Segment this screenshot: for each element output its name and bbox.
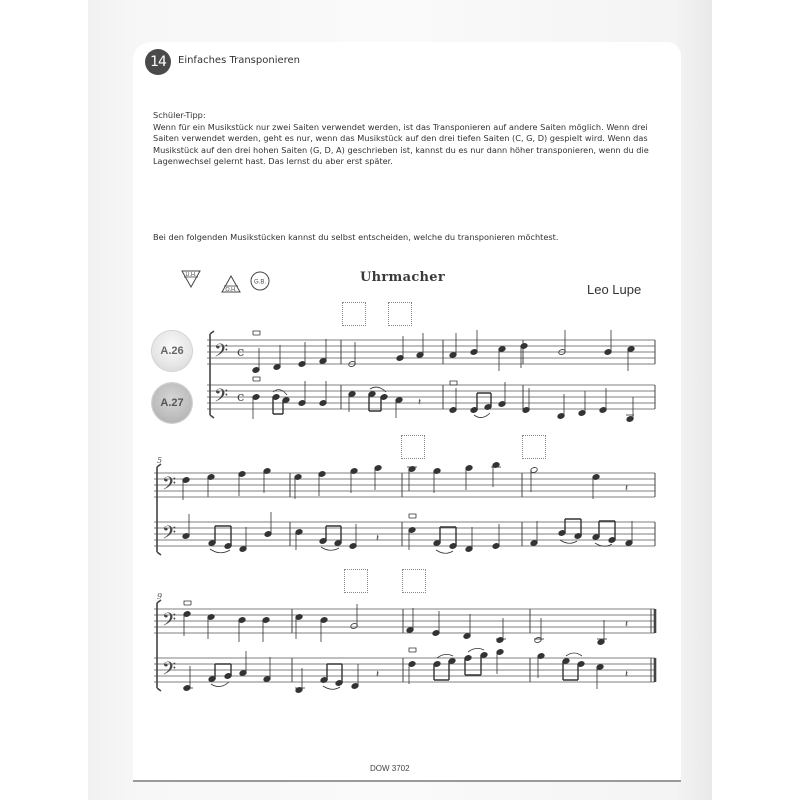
svg-text:U.H.: U.H.: [185, 272, 197, 278]
chapter-title: Einfaches Transponieren: [178, 55, 301, 66]
notes: [182, 330, 635, 693]
measure-9-bottom: [183, 651, 271, 691]
quarter-rest-icon: 𝄽: [625, 483, 629, 494]
measure-1-bottom: [252, 377, 327, 419]
tip-line: Musikstück auf den drei hohen Saiten (G, D, A) geschrieben ist, kannst du es nur dann höher transponieren, wenn du die: [153, 144, 649, 155]
measure-3-top: [449, 330, 528, 371]
staff-lines: [154, 340, 655, 682]
part-badge-a26: A.26: [152, 331, 192, 371]
tip-heading: Schüler-Tipp:: [153, 110, 206, 120]
measure-3-bottom: [449, 381, 530, 418]
quarter-rest-icon: 𝄽: [625, 619, 629, 630]
measure-4-top: [558, 330, 635, 371]
measure-11-top: [406, 608, 506, 643]
part-badge-a27: A.27: [152, 383, 192, 423]
bass-clef-icon: 𝄢: [214, 341, 229, 366]
measure-12-top: [534, 618, 628, 645]
quarter-rest-icon: 𝄽: [418, 397, 422, 408]
bass-clef-icon: 𝄢: [214, 386, 229, 411]
tip-line: Wenn für ein Musikstück nur zwei Saiten verwendet werden, ist das Transponieren auf andere Saiten möglich. Wenn drei: [153, 121, 648, 132]
measure-number: 9: [157, 592, 163, 601]
quarter-rest-icon: 𝄽: [625, 669, 629, 680]
composer: Leo Lupe: [587, 282, 642, 297]
measure-10-bottom: [295, 664, 379, 693]
quarter-rest-icon: 𝄽: [376, 669, 380, 680]
measure-number: 5: [157, 456, 163, 465]
svg-text:O.H.: O.H.: [225, 287, 237, 293]
piece-title: Uhrmacher: [360, 270, 446, 285]
svg-text:G.B.: G.B.: [253, 279, 267, 286]
intro-text: Bei den folgenden Musikstücken kannst du selbst entscheiden, welche du transponieren möchtest.: [153, 232, 559, 242]
tip-line: Lagenwechsel gelernt hast. Das lernst du aber erst später.: [153, 156, 393, 167]
quarter-rest-icon: 𝄽: [376, 533, 380, 544]
measure-9-top: [183, 601, 270, 642]
measure-2-bottom: [348, 387, 421, 418]
measure-8-bottom: [530, 519, 633, 546]
measure-5-top: [182, 468, 271, 500]
bass-clef-icon: 𝄢: [162, 523, 177, 548]
common-time-icon: c: [237, 390, 245, 405]
bass-clef-icon: 𝄢: [162, 474, 177, 499]
measure-10-top: [295, 604, 358, 642]
bass-clef-icon: 𝄢: [162, 610, 177, 635]
measure-4-bottom: [557, 388, 634, 422]
measure-2-top: [348, 333, 424, 367]
tip-line: Saiten verwendet werden, geht es nur, wenn das Musikstück auf den drei tiefen Saiten (C, G, D) gespielt wird. Wenn das: [153, 133, 648, 144]
common-time-icon: c: [237, 345, 245, 360]
clefs: [162, 341, 244, 684]
measure-6-top: [294, 465, 382, 499]
chapter-number-badge: 14: [145, 49, 171, 75]
measure-5-bottom: [182, 512, 272, 553]
bass-clef-icon: 𝄢: [162, 659, 177, 684]
measure-8-top: [530, 467, 628, 499]
measure-11-bottom: [408, 648, 504, 684]
measure-7-top: [407, 462, 501, 493]
catalog-number: DOW 3702: [370, 764, 410, 773]
